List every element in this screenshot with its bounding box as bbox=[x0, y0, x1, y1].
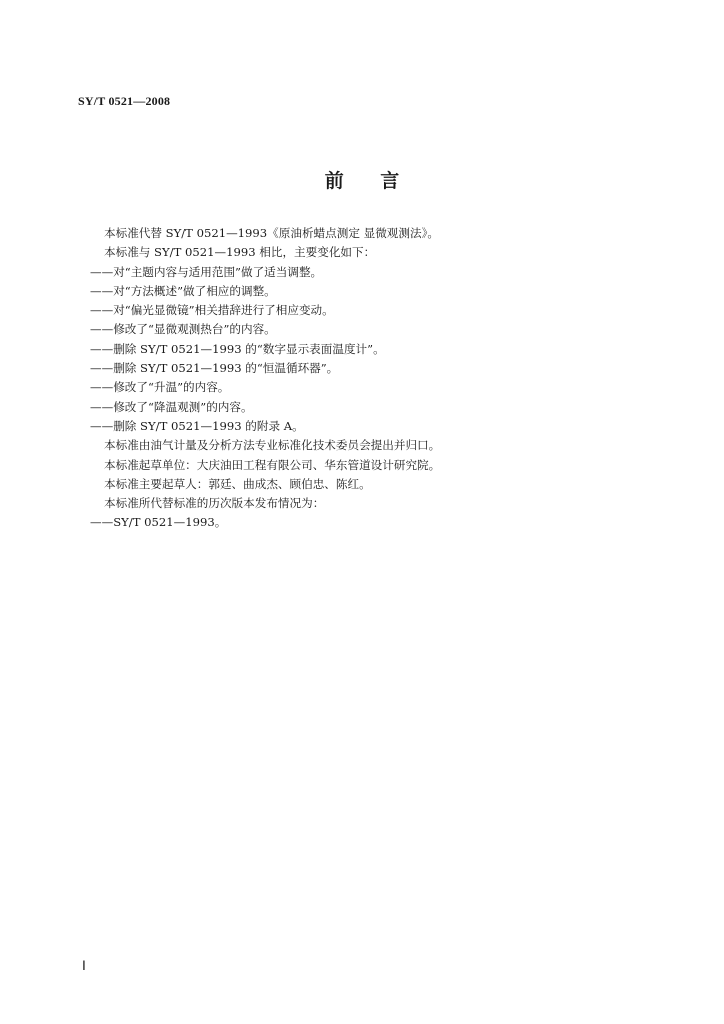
foreword-line: ——删除 SY/T 0521—1993 的附录 A。 bbox=[90, 418, 304, 433]
foreword-line: 本标准代替 SY/T 0521—1993《原油析蜡点测定 显微观测法》。 bbox=[104, 226, 439, 240]
page-number: Ⅰ bbox=[82, 958, 86, 973]
section-title: 前 言 bbox=[324, 170, 400, 192]
foreword-line: ——对“方法概述”做了相应的调整。 bbox=[90, 283, 276, 298]
foreword-line: ——对“主题内容与适用范围”做了适当调整。 bbox=[90, 264, 323, 279]
foreword-line: 本标准由油气计量及分析方法专业标准化技术委员会提出并归口。 bbox=[104, 438, 441, 453]
foreword-line: 本标准主要起草人：郭廷、曲成杰、顾伯忠、陈红。 bbox=[104, 476, 371, 491]
foreword-line: ——删除 SY/T 0521—1993 的“数字显示表面温度计”。 bbox=[90, 341, 385, 356]
foreword-line: ——SY/T 0521—1993。 bbox=[90, 515, 227, 530]
standard-code-header: SY/T 0521—2008 bbox=[78, 94, 171, 108]
foreword-line: 本标准与 SY/T 0521—1993 相比，主要变化如下： bbox=[104, 245, 376, 260]
foreword-line: ——修改了“升温”的内容。 bbox=[90, 380, 230, 395]
foreword-line: 本标准所代替标准的历次版本发布情况为： bbox=[104, 496, 325, 511]
foreword-line: 本标准起草单位：大庆油田工程有限公司、华东管道设计研究院。 bbox=[104, 457, 441, 472]
foreword-body bbox=[90, 224, 664, 533]
foreword-line: ——修改了“显微观测热台”的内容。 bbox=[90, 322, 276, 337]
foreword-line: ——删除 SY/T 0521—1993 的“恒温循环器”。 bbox=[90, 361, 339, 376]
foreword-line: ——对“偏光显微镜”相关措辞进行了相应变动。 bbox=[90, 303, 334, 318]
foreword-line: ——修改了“降温观测”的内容。 bbox=[90, 399, 253, 414]
